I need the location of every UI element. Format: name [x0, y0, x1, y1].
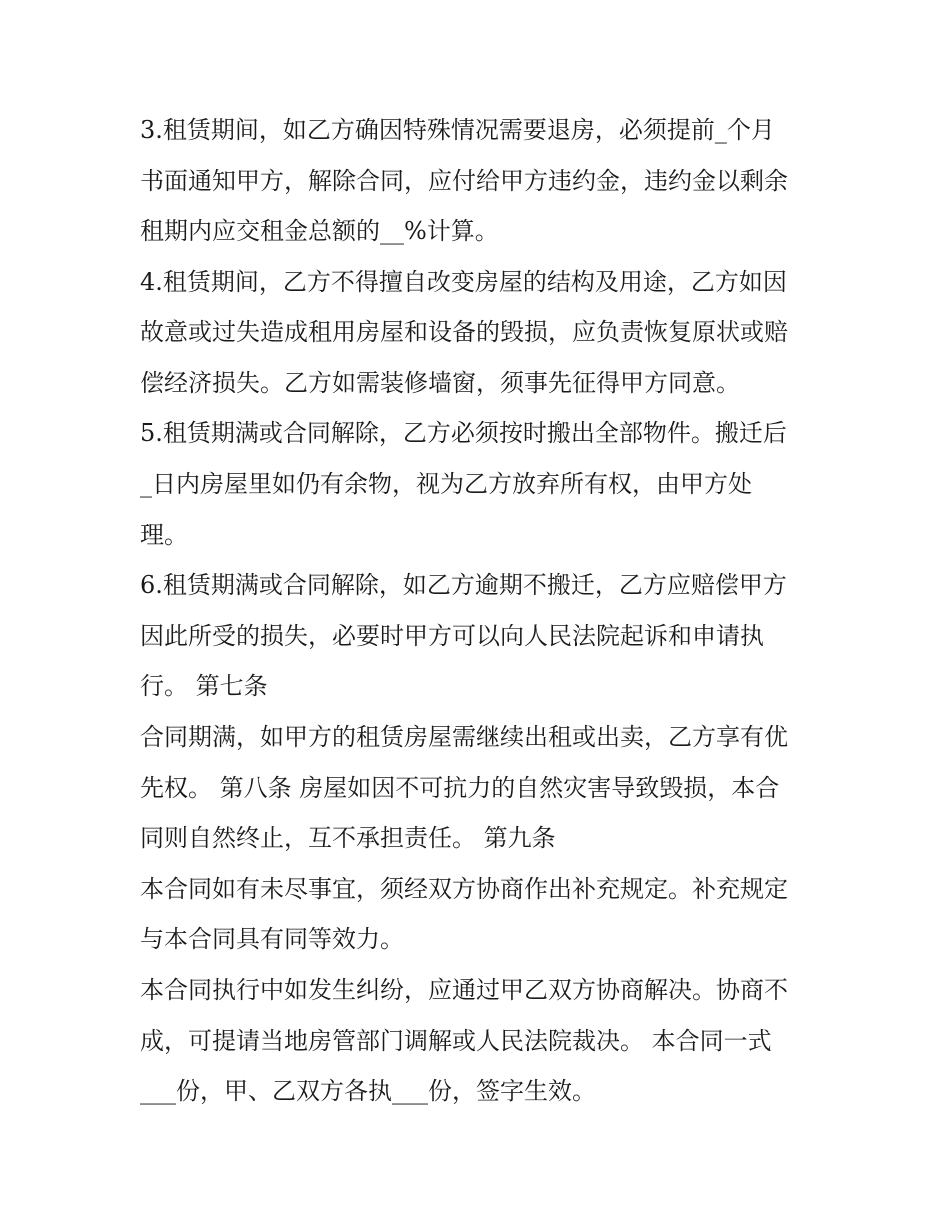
text-line: 偿经济损失。乙方如需装修墙窗，须事先征得甲方同意。 [140, 369, 740, 397]
text-line: 6.租赁期满或合同解除，如乙方逾期不搬迁，乙方应赔偿甲方 [140, 571, 787, 599]
text-line: ___份，甲、乙双方各执___份，签字生效。 [140, 1077, 596, 1105]
text-line: 同则自然终止，互不承担责任。 第九条 [140, 824, 556, 852]
text-line: 行。 第七条 [140, 672, 268, 700]
text-line: 本合同执行中如发生纠纷，应通过甲乙双方协商解决。协商不 [140, 976, 788, 1004]
text-line: 书面通知甲方，解除合同，应付给甲方违约金，违约金以剩余 [140, 167, 788, 195]
text-line: 3.租赁期间，如乙方确因特殊情况需要退房，必须提前_个月 [140, 116, 775, 144]
text-line: 本合同如有未尽事宜，须经双方协商作出补充规定。补充规定 [140, 875, 788, 903]
text-line: 合同期满，如甲方的租赁房屋需继续出租或出卖，乙方享有优 [140, 723, 788, 751]
text-line: 租期内应交租金总额的__%计算。 [140, 217, 499, 245]
text-line: 4.租赁期间，乙方不得擅自改变房屋的结构及用途，乙方如因 [140, 268, 787, 296]
text-line: _日内房屋里如仍有余物，视为乙方放弃所有权，由甲方处 [140, 470, 752, 498]
text-line: 先权。 第八条 房屋如因不可抗力的自然灾害导致毁损，本合 [140, 774, 780, 802]
text-line: 成，可提请当地房管部门调解或人民法院裁决。 本合同一式 [140, 1027, 772, 1055]
text-line: 故意或过失造成租用房屋和设备的毁损，应负责恢复原状或赔 [140, 318, 788, 346]
text-line: 与本合同具有同等效力。 [140, 925, 404, 953]
text-line: 理。 [140, 521, 188, 549]
text-line: 因此所受的损失，必要时甲方可以向人民法院起诉和申请执 [140, 622, 764, 650]
text-line: 5.租赁期满或合同解除，乙方必须按时搬出全部物件。搬迁后 [140, 419, 787, 447]
